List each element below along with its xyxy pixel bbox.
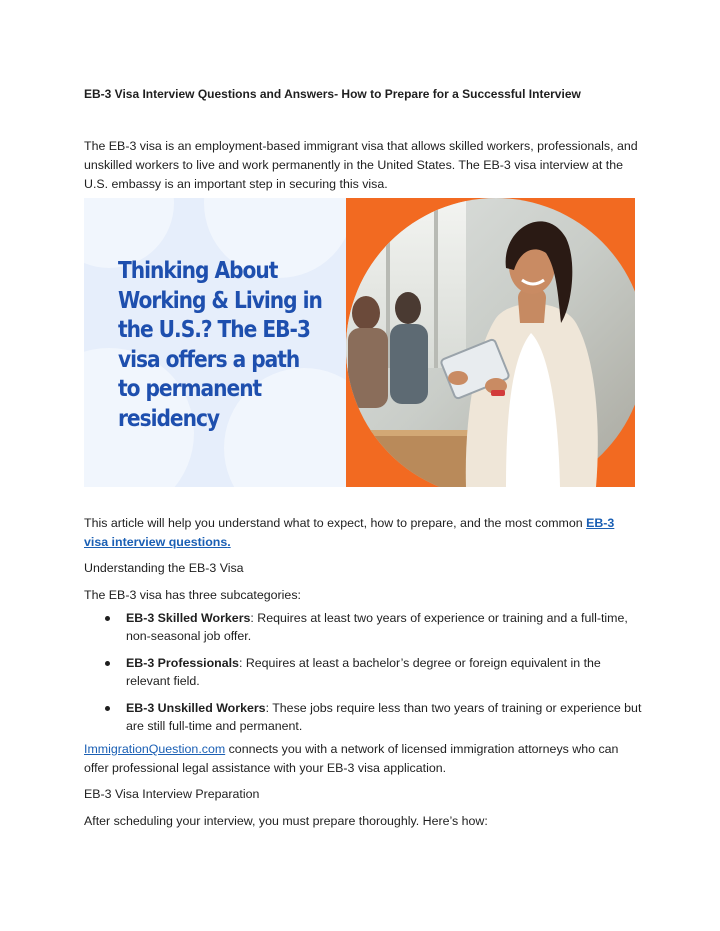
preparation-intro: After scheduling your interview, you must prepare thoroughly. Here’s how: [84,814,488,828]
subcategory-term: EB-3 Unskilled Workers [126,701,266,715]
intro-paragraph: The EB-3 visa is an employment-based immigrant visa that allows skilled workers, professionals, and unskilled workers to live and work permanently in the United States. The EB-3 visa interview at the U.S. embassy is an important step in securing this visa. [84,139,638,191]
bullet-icon [105,706,110,711]
bullet-icon [105,616,110,621]
list-item [84,609,644,645]
bullet-icon [105,661,110,666]
section-heading-preparation: EB-3 Visa Interview Preparation [84,787,260,801]
banner-text-panel [84,198,349,487]
banner-line: visa offers a path [118,344,300,373]
banner-line: the U.S.? The EB-3 [118,315,310,343]
subcategory-term: EB-3 Skilled Workers [126,611,251,625]
section-heading-understanding: Understanding the EB-3 Visa [84,561,244,575]
network-text: connects you with a network of licensed immigration attorneys who can offer professional legal assistance with your EB-3 visa application. [84,742,619,775]
list-item [84,654,644,690]
immigrationquestion-link[interactable]: ImmigrationQuestion.com [84,742,226,756]
subcategories-list [84,609,644,744]
document-title: EB-3 Visa Interview Questions and Answers- How to Prepare for a Successful Interview [84,87,581,101]
banner-line: to permanent [118,374,262,402]
subcategory-description: : These jobs require less than two years of training or experience but are still full-time and permanent. [126,701,642,733]
link-period: . [227,535,231,549]
subcategory-description: : Requires at least a bachelor’s degree or foreign equivalent in the relevant field. [126,656,601,688]
article-help-paragraph [84,514,638,552]
banner-line: Working & Living in [118,285,322,314]
eb3-interview-questions-link[interactable]: EB-3 visa interview questions [84,516,615,549]
subcategory-term: EB-3 Professionals [126,656,239,670]
subcategories-intro: The EB-3 visa has three subcategories: [84,588,301,602]
banner-line: residency [118,403,220,432]
woman-with-tablet-photo [346,198,635,487]
banner-headline [118,256,342,433]
article-help-text: This article will help you understand what to expect, how to prepare, and the most common [84,516,587,530]
list-item [84,699,644,735]
banner-line: Thinking About [118,256,278,284]
network-paragraph [84,740,638,778]
eb3-banner-image [84,198,635,487]
subcategory-description: : Requires at least two years of experience or training and a full-time, non-seasonal job offer. [126,611,628,643]
